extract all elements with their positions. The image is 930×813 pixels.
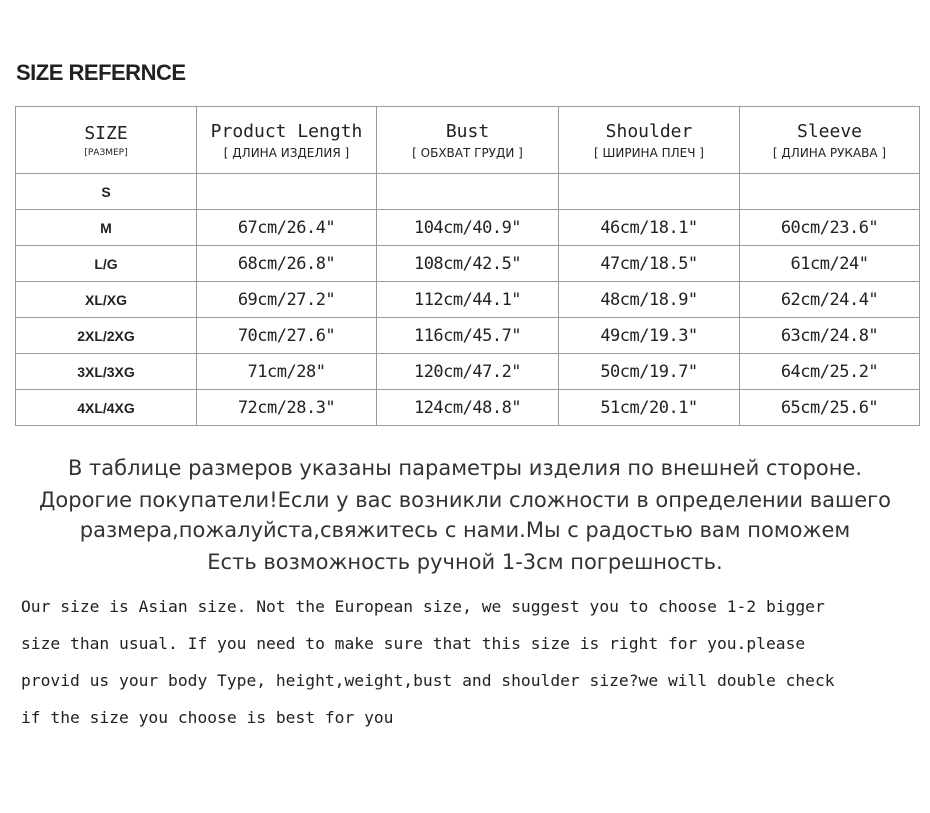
table-row (16, 354, 920, 390)
russian-note-line: Дорогие покупатели!Если у вас возникли сложности в определении вашего (38, 488, 891, 512)
size-cell: 2XL/2XG (16, 318, 197, 354)
english-note-line: size than usual. If you need to make sure that this size is right for you.please (21, 634, 806, 653)
sleeve-cell: 62cm/24.4" (740, 282, 920, 318)
shoulder-cell: 47cm/18.5" (559, 246, 740, 282)
header-shoulder-label: Shoulder (605, 120, 693, 142)
header-product-length-label: Product Length (210, 120, 363, 142)
bust-cell: 116cm/45.7" (377, 318, 559, 354)
length-cell: 67cm/26.4" (197, 210, 377, 246)
header-sleeve-sublabel: [ ДЛИНА РУКАВА ] (772, 145, 887, 160)
russian-note-line: размера,пожалуйста,свяжитесь с нами.Мы с радостью вам поможем (79, 518, 851, 542)
bust-cell: 104cm/40.9" (377, 210, 559, 246)
header-size-sublabel: [РАЗМЕР] (84, 147, 128, 158)
header-bust (377, 107, 559, 174)
russian-note-line: В таблице размеров указаны параметры изделия по внешней стороне. (67, 456, 863, 480)
table-header-row (16, 107, 920, 174)
sleeve-cell: 60cm/23.6" (740, 210, 920, 246)
table-row (16, 282, 920, 318)
header-bust-sublabel: [ ОБХВАТ ГРУДИ ] (412, 145, 523, 160)
header-shoulder (559, 107, 740, 174)
length-cell: 71cm/28" (197, 354, 377, 390)
shoulder-cell: 49cm/19.3" (559, 318, 740, 354)
bust-cell (377, 174, 559, 210)
english-note-line: Our size is Asian size. Not the European size, we suggest you to choose 1-2 bigger (21, 597, 825, 616)
size-cell: M (16, 210, 197, 246)
table-row (16, 174, 920, 210)
size-cell: S (16, 174, 197, 210)
russian-note-line: Есть возможность ручной 1-3см погрешность. (207, 550, 723, 574)
length-cell (197, 174, 377, 210)
size-cell: 3XL/3XG (16, 354, 197, 390)
page-title: SIZE REFERNCE (16, 60, 186, 85)
size-cell: 4XL/4XG (16, 390, 197, 426)
size-chart-table (15, 106, 920, 426)
length-cell: 68cm/26.8" (197, 246, 377, 282)
english-note-line: if the size you choose is best for you (21, 708, 394, 727)
header-sleeve-label: Sleeve (796, 120, 863, 142)
header-product-length (197, 107, 377, 174)
shoulder-cell: 48cm/18.9" (559, 282, 740, 318)
shoulder-cell: 50cm/19.7" (559, 354, 740, 390)
table-row (16, 246, 920, 282)
table-row (16, 318, 920, 354)
sleeve-cell: 61cm/24" (740, 246, 920, 282)
bust-cell: 124cm/48.8" (377, 390, 559, 426)
length-cell: 69cm/27.2" (197, 282, 377, 318)
table-row (16, 390, 920, 426)
size-cell: XL/XG (16, 282, 197, 318)
bust-cell: 120cm/47.2" (377, 354, 559, 390)
shoulder-cell (559, 174, 740, 210)
sleeve-cell: 64cm/25.2" (740, 354, 920, 390)
english-note-line: provid us your body Type, height,weight,bust and shoulder size?we will double check (21, 671, 835, 690)
table-row (16, 210, 920, 246)
header-bust-label: Bust (445, 120, 490, 142)
shoulder-cell: 51cm/20.1" (559, 390, 740, 426)
bust-cell: 108cm/42.5" (377, 246, 559, 282)
length-cell: 70cm/27.6" (197, 318, 377, 354)
header-size-label: SIZE (84, 122, 128, 144)
header-shoulder-sublabel: [ ШИРИНА ПЛЕЧ ] (594, 145, 704, 160)
sleeve-cell: 65cm/25.6" (740, 390, 920, 426)
length-cell: 72cm/28.3" (197, 390, 377, 426)
shoulder-cell: 46cm/18.1" (559, 210, 740, 246)
sleeve-cell (740, 174, 920, 210)
header-size (16, 107, 197, 174)
sleeve-cell: 63cm/24.8" (740, 318, 920, 354)
header-sleeve (740, 107, 920, 174)
header-product-length-sublabel: [ ДЛИНА ИЗДЕЛИЯ ] (223, 145, 350, 160)
size-cell: L/G (16, 246, 197, 282)
bust-cell: 112cm/44.1" (377, 282, 559, 318)
